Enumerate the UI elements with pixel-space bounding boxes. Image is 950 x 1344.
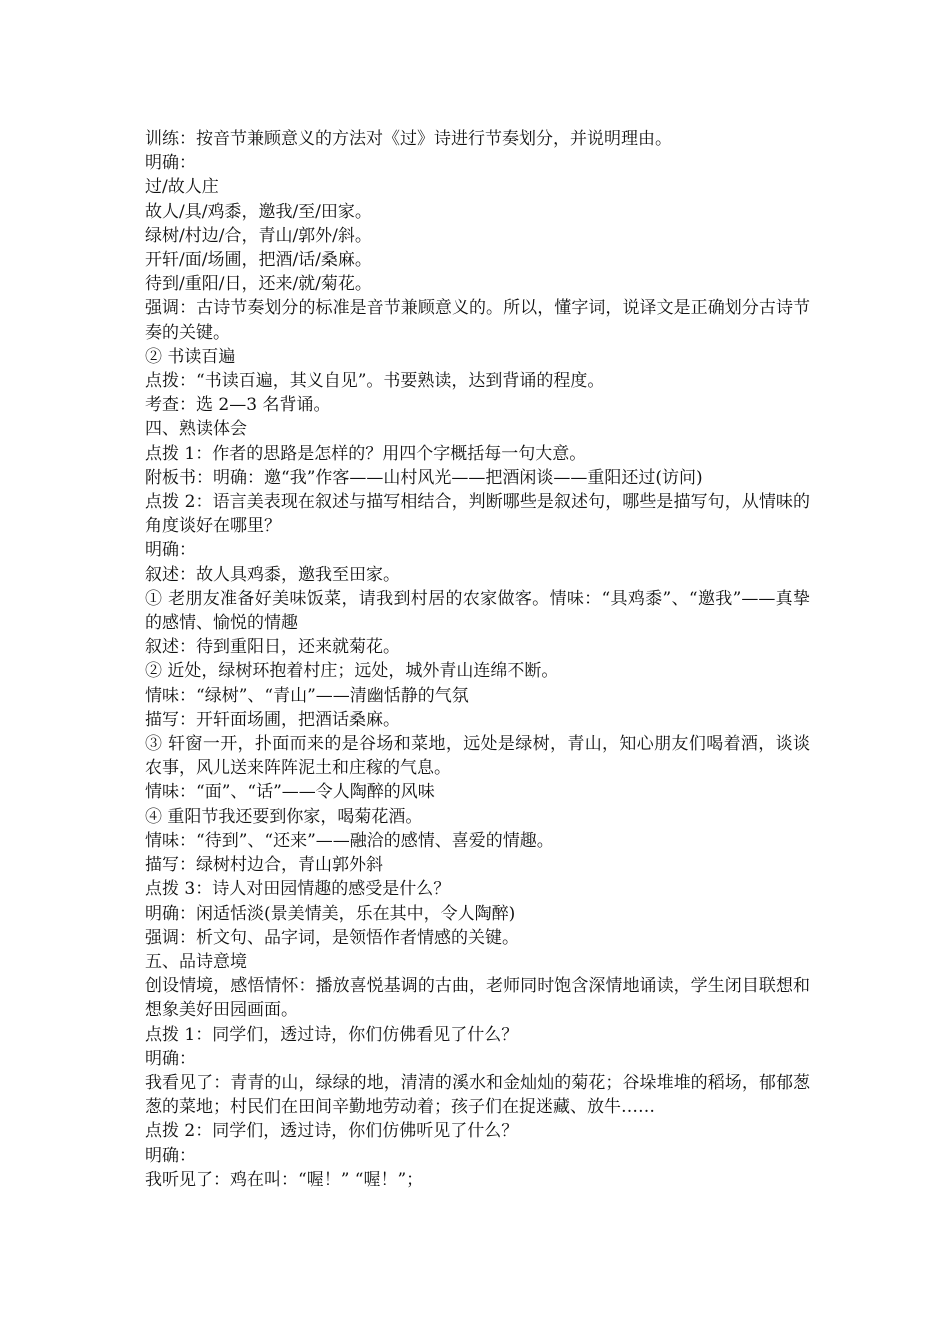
text-line: 考查：选 2—3 名背诵。 (145, 395, 331, 416)
text-line: 叙述：故人具鸡黍，邀我至田家。 (145, 564, 400, 585)
text-paragraph: 我看见了：青青的山，绿绿的地，清清的溪水和金灿灿的菊花；谷垛堆堆的稻场，郁郁葱葱的菜地；村民们在田间辛勤地劳动着；孩子们在捉迷藏、放牛…… (145, 1072, 810, 1118)
text-line: ② 书读百遍 (145, 346, 236, 367)
text-line: 开轩/面/场圃，把酒/话/桑麻。 (145, 250, 372, 271)
text-paragraph: ③ 轩窗一开，扑面而来的是谷场和菜地，远处是绿树，青山，知心朋友们喝着酒，谈谈农事，风儿送来阵阵泥土和庄稼的气息。 (145, 734, 810, 779)
text-line: 故人/具/鸡黍，邀我/至/田家。 (145, 201, 372, 222)
text-line: 绿树/村边/合，青山/郭外/斜。 (145, 225, 372, 246)
text-line: 点拨 3：诗人对田园情趣的感受是什么？ (145, 879, 451, 900)
text-line: 点拨 2：同学们，透过诗，你们仿佛听见了什么？ (145, 1121, 519, 1142)
text-paragraph: 强调：古诗节奏划分的标准是音节兼顾意义的。所以，懂字词，说译文是正确划分古诗节奏的关键。 (145, 298, 810, 343)
text-paragraph: ① 老朋友准备好美味饭菜，请我到村居的农家做客。情味：“具鸡黍”、“邀我”——真挚的感情、愉悦的情趣 (145, 588, 810, 634)
text-line: 附板书：明确：邀“我”作客——山村风光——把酒闲谈——重阳还过(访问) (145, 467, 703, 488)
text-line: 过/故人庄 (145, 177, 219, 198)
text-line: 情味：“绿树”、“青山”——清幽恬静的气氛 (145, 685, 469, 706)
text-line: 训练：按音节兼顾意义的方法对《过》诗进行节奏划分，并说明理由。 (145, 129, 672, 149)
text-line: 点拨：“书读百遍，其义自见”。书要熟读，达到背诵的程度。 (145, 371, 605, 392)
text-line: 描写：开轩面场圃，把酒话桑麻。 (145, 709, 400, 730)
text-line: ② 近处，绿树环抱着村庄；远处，城外青山连绵不断。 (145, 661, 559, 682)
section-heading: 五、品诗意境 (145, 951, 247, 972)
text-line: 强调：析文句、品字词，是领悟作者情感的关键。 (145, 927, 519, 948)
text-line: 明确： (145, 540, 196, 561)
text-line: 点拨 1：同学们，透过诗，你们仿佛看见了什么？ (145, 1024, 519, 1045)
text-paragraph: 创设情境，感悟情怀：播放喜悦基调的古曲，老师同时饱含深情地诵读，学生闭目联想和想象美好田园画面。 (145, 976, 810, 1021)
text-line: 情味：“面”、“话”——令人陶醉的风味 (145, 782, 435, 803)
text-line: 待到/重阳/日，还来/就/菊花。 (145, 274, 372, 295)
text-line: 情味：“待到”、“还来”——融洽的感情、喜爱的情趣。 (145, 830, 554, 851)
text-line: 明确： (145, 1145, 196, 1166)
text-line: 明确： (145, 153, 196, 174)
document-body (145, 127, 810, 1192)
text-line: 描写：绿树村边合，青山郭外斜 (145, 855, 383, 876)
text-paragraph: 点拨 2：语言美表现在叙述与描写相结合，判断哪些是叙述句，哪些是描写句，从情味的角度谈好在哪里？ (145, 492, 810, 537)
text-line: 明确：闲适恬淡(景美情美，乐在其中，令人陶醉) (145, 903, 516, 924)
text-line: 明确： (145, 1048, 196, 1069)
text-line: 叙述：待到重阳日，还来就菊花。 (145, 637, 400, 658)
text-line: 我听见了：鸡在叫：“喔！” “喔！”； (145, 1169, 424, 1190)
text-line: 点拨 1：作者的思路是怎样的？用四个字概括每一句大意。 (145, 443, 587, 464)
section-heading: 四、熟读体会 (145, 419, 247, 440)
text-line: ④ 重阳节我还要到你家，喝菊花酒。 (145, 806, 423, 827)
